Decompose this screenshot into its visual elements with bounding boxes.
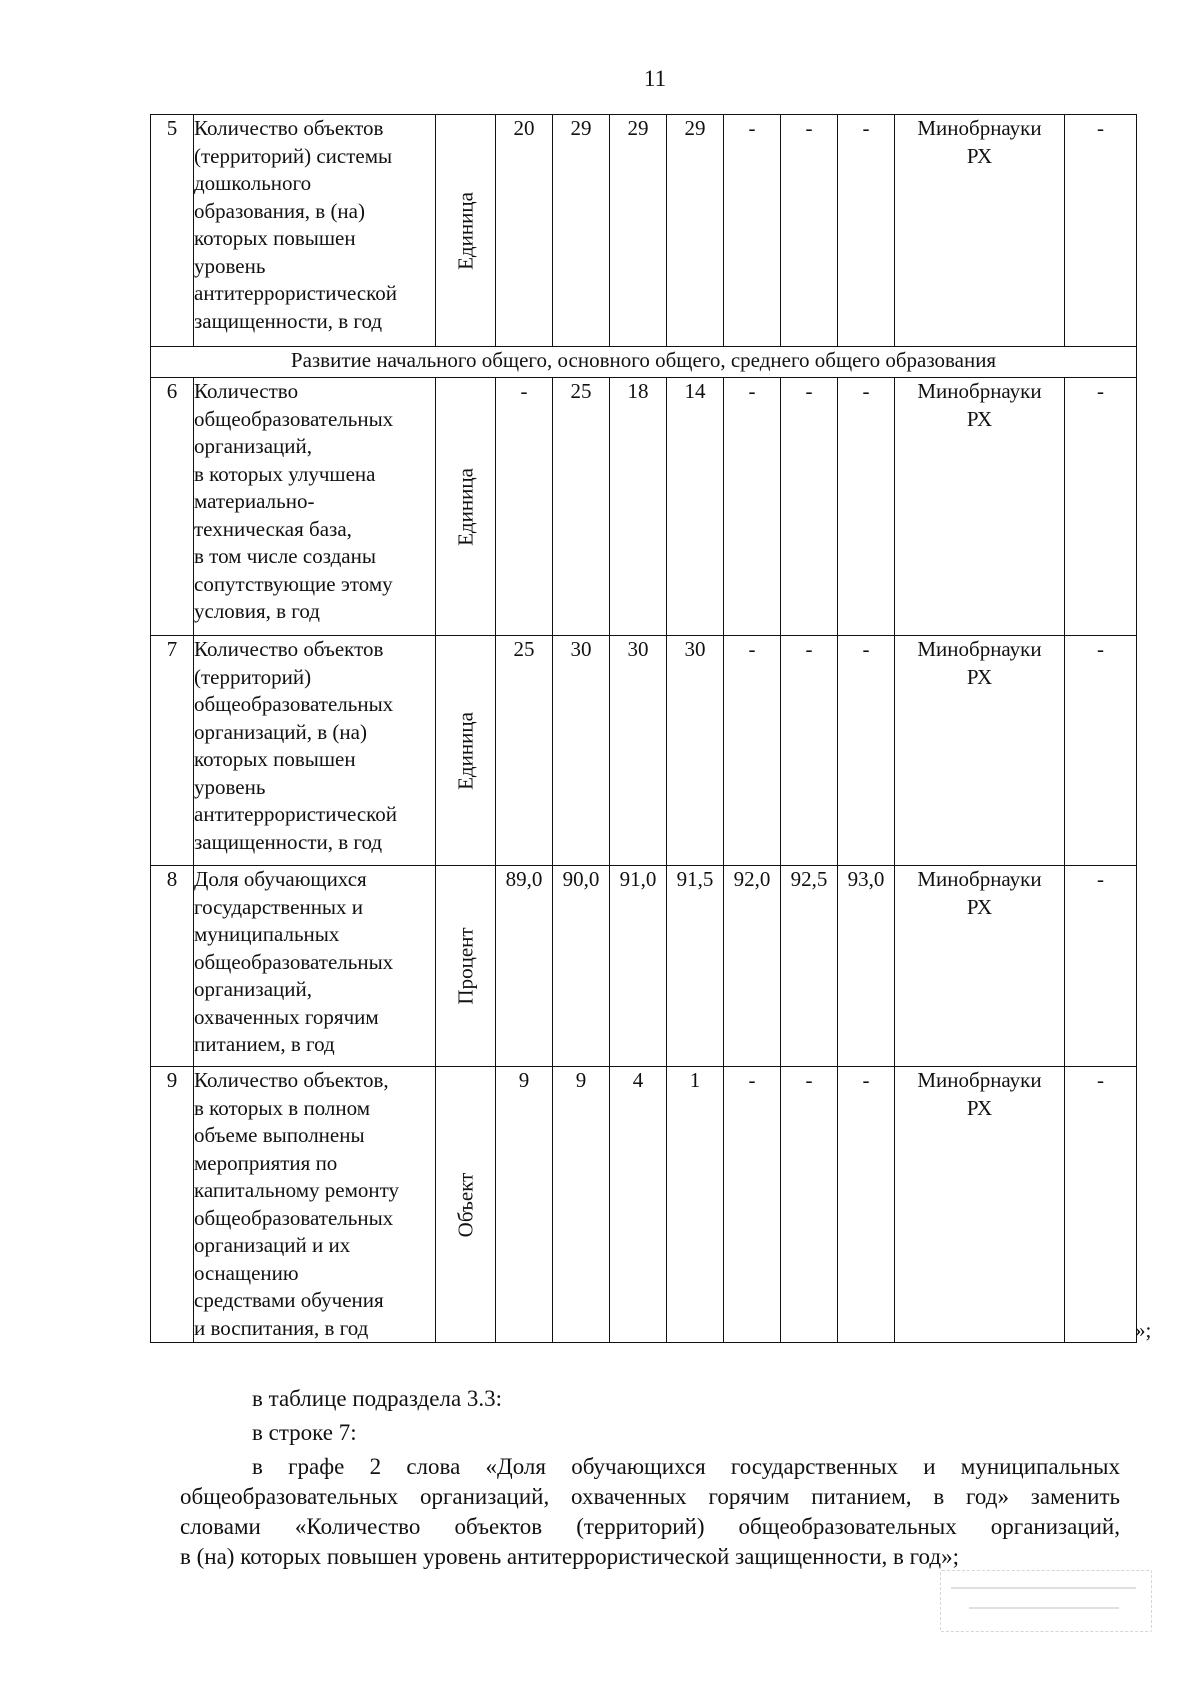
- indicator-name-line: в которых в полном: [194, 1095, 371, 1120]
- indicator-name-line: сопутствующие этому: [194, 571, 393, 596]
- responsible-line: Минобрнауки: [917, 867, 1042, 891]
- value-cell: 89,0: [496, 866, 553, 1067]
- text-line-subsection: в таблице подраздела 3.3:: [252, 1386, 503, 1411]
- value-cell: -: [724, 1067, 781, 1343]
- indicator-name-line: организаций и их: [194, 1233, 351, 1257]
- value-cell: 92,0: [724, 866, 781, 1067]
- responsible-cell: [895, 636, 1065, 866]
- indicator-name-line: уровень: [194, 774, 266, 799]
- value-cell: 9: [553, 1067, 610, 1343]
- value-cell: 30: [610, 636, 667, 866]
- indicator-name-line: капитальному ремонту: [194, 1178, 400, 1202]
- indicator-name-line: защищенности, в год: [194, 308, 383, 333]
- unit-cell: [436, 378, 496, 636]
- indicator-name: [194, 1067, 436, 1343]
- indicator-name-line: организаций,: [194, 434, 312, 458]
- value-cell: 25: [553, 378, 610, 636]
- indicator-name-line: организаций, в (на): [194, 719, 367, 744]
- value-cell: 91,5: [667, 866, 724, 1067]
- unit-cell: [436, 866, 496, 1067]
- unit-label: Объект: [452, 1172, 477, 1237]
- value-cell: -: [781, 378, 838, 636]
- indicator-name: [194, 378, 436, 636]
- indicator-name-line: Доля обучающихся: [194, 867, 367, 891]
- indicator-name-line: государственных и: [194, 894, 364, 919]
- indicator-name-line: средствами обучения: [194, 1288, 384, 1312]
- indicator-name-line: Количество объектов,: [194, 1068, 389, 1092]
- extra-cell: -: [1065, 866, 1137, 1067]
- value-cell: 9: [496, 1067, 553, 1343]
- indicator-name-line: Количество объектов: [194, 637, 384, 661]
- unit-cell: [436, 636, 496, 866]
- value-cell: -: [724, 115, 781, 347]
- indicator-name-line: Количество объектов: [194, 116, 384, 140]
- table-row: [151, 866, 1137, 1067]
- section-title: Развитие начального общего, основного общего, среднего общего образования: [151, 347, 1137, 378]
- indicator-name-line: общеобразовательных: [194, 692, 394, 716]
- row-number: 7: [151, 636, 194, 866]
- value-cell: 93,0: [838, 866, 895, 1067]
- value-cell: 25: [496, 636, 553, 866]
- indicator-name-line: которых повышен: [194, 747, 356, 771]
- page-number: 11: [643, 66, 667, 91]
- responsible-line: РХ: [966, 1095, 993, 1120]
- value-cell: -: [724, 636, 781, 866]
- unit-label: Единица: [452, 467, 477, 546]
- table-row: [151, 115, 1137, 347]
- text-paragraph-line-1: в графе 2 слова «Доля обучающихся государственных и муниципальных: [252, 1454, 1120, 1479]
- indicator-name-line: в которых улучшена: [194, 461, 376, 486]
- unit-label: Единица: [452, 711, 477, 790]
- row-number: 5: [151, 115, 194, 347]
- extra-cell: -: [1065, 115, 1137, 347]
- indicator-name-line: уровень: [194, 253, 266, 278]
- value-cell: -: [496, 378, 553, 636]
- responsible-cell: [895, 115, 1065, 347]
- indicator-name-line: муниципальных: [194, 922, 340, 946]
- value-cell: 29: [553, 115, 610, 347]
- row-number: 8: [151, 866, 194, 1067]
- indicator-name-line: Количество: [194, 379, 299, 403]
- value-cell: -: [781, 115, 838, 347]
- responsible-line: РХ: [966, 664, 993, 689]
- responsible-cell: [895, 1067, 1065, 1343]
- responsible-line: РХ: [966, 406, 993, 431]
- indicator-name-line: материально-: [194, 489, 315, 513]
- value-cell: 92,5: [781, 866, 838, 1067]
- indicator-name-line: организаций,: [194, 977, 312, 1001]
- indicator-name-line: техническая база,: [194, 516, 352, 541]
- section-row: [151, 347, 1137, 378]
- indicator-name-line: образования, в (на): [194, 198, 365, 223]
- indicators-table: [150, 114, 1137, 1343]
- table-end-quote: »;: [1135, 1318, 1152, 1342]
- responsible-cell: [895, 378, 1065, 636]
- stamp-line: [951, 1587, 1136, 1589]
- indicator-name-line: защищенности, в год: [194, 829, 383, 854]
- table-row: [151, 636, 1137, 866]
- unit-label: Единица: [452, 191, 477, 270]
- value-cell: -: [838, 115, 895, 347]
- value-cell: 14: [667, 378, 724, 636]
- indicator-name: [194, 636, 436, 866]
- responsible-line: Минобрнауки: [917, 379, 1042, 403]
- stamp-line: [969, 1607, 1119, 1609]
- text-line-row: в строке 7:: [252, 1420, 357, 1445]
- row-number: 9: [151, 1067, 194, 1343]
- responsible-line: Минобрнауки: [917, 116, 1042, 140]
- row-number: 6: [151, 378, 194, 636]
- text-paragraph-line-4: в (на) которых повышен уровень антитеррористической защищенности, в год»;: [180, 1544, 959, 1569]
- extra-cell: -: [1065, 378, 1137, 636]
- value-cell: 29: [610, 115, 667, 347]
- table-row: [151, 378, 1137, 636]
- value-cell: -: [781, 1067, 838, 1343]
- value-cell: 30: [667, 636, 724, 866]
- indicator-name-line: общеобразовательных: [194, 406, 394, 431]
- extra-cell: -: [1065, 636, 1137, 866]
- indicator-name: [194, 115, 436, 347]
- table-row: [151, 1067, 1137, 1343]
- indicator-name-line: условия, в год: [194, 599, 320, 623]
- indicator-name-line: (территорий) системы: [194, 143, 393, 168]
- value-cell: 29: [667, 115, 724, 347]
- document-stamp: [940, 1570, 1152, 1632]
- value-cell: -: [724, 378, 781, 636]
- value-cell: -: [838, 378, 895, 636]
- indicator-name-line: антитеррористической: [194, 281, 398, 305]
- indicator-name-line: охваченных горячим: [194, 1004, 379, 1029]
- unit-label: Процент: [452, 927, 477, 1005]
- value-cell: 20: [496, 115, 553, 347]
- indicator-name-line: мероприятия по: [194, 1150, 338, 1175]
- extra-cell: -: [1065, 1067, 1137, 1343]
- value-cell: 91,0: [610, 866, 667, 1067]
- indicator-name-line: в том числе созданы: [194, 544, 376, 568]
- indicator-name-line: антитеррористической: [194, 802, 398, 826]
- indicator-name-line: дошкольного: [194, 171, 312, 195]
- indicator-name-line: общеобразовательных: [194, 949, 394, 974]
- value-cell: -: [838, 1067, 895, 1343]
- responsible-line: РХ: [966, 143, 993, 168]
- indicator-name-line: объеме выполнены: [194, 1123, 365, 1147]
- unit-cell: [436, 115, 496, 347]
- value-cell: 30: [553, 636, 610, 866]
- value-cell: 18: [610, 378, 667, 636]
- value-cell: 4: [610, 1067, 667, 1343]
- unit-cell: [436, 1067, 496, 1343]
- value-cell: -: [781, 636, 838, 866]
- indicator-name: [194, 866, 436, 1067]
- responsible-line: Минобрнауки: [917, 1068, 1042, 1092]
- value-cell: 90,0: [553, 866, 610, 1067]
- text-paragraph-line-3: словами «Количество объектов (территорий) общеобразовательных организаций,: [180, 1514, 1120, 1539]
- value-cell: -: [838, 636, 895, 866]
- responsible-cell: [895, 866, 1065, 1067]
- indicator-name-line: оснащению: [194, 1260, 299, 1285]
- responsible-line: Минобрнауки: [917, 637, 1042, 661]
- value-cell: 1: [667, 1067, 724, 1343]
- indicator-name-line: которых повышен: [194, 226, 356, 250]
- indicator-name-line: (территорий): [194, 664, 312, 689]
- indicator-name-line: общеобразовательных: [194, 1205, 394, 1230]
- text-paragraph-line-2: общеобразовательных организаций, охваченных горячим питанием, в год» заменить: [180, 1484, 1120, 1509]
- indicator-name-line: и воспитания, в год: [194, 1315, 369, 1340]
- indicator-name-line: питанием, в год: [194, 1032, 335, 1056]
- responsible-line: РХ: [966, 894, 993, 919]
